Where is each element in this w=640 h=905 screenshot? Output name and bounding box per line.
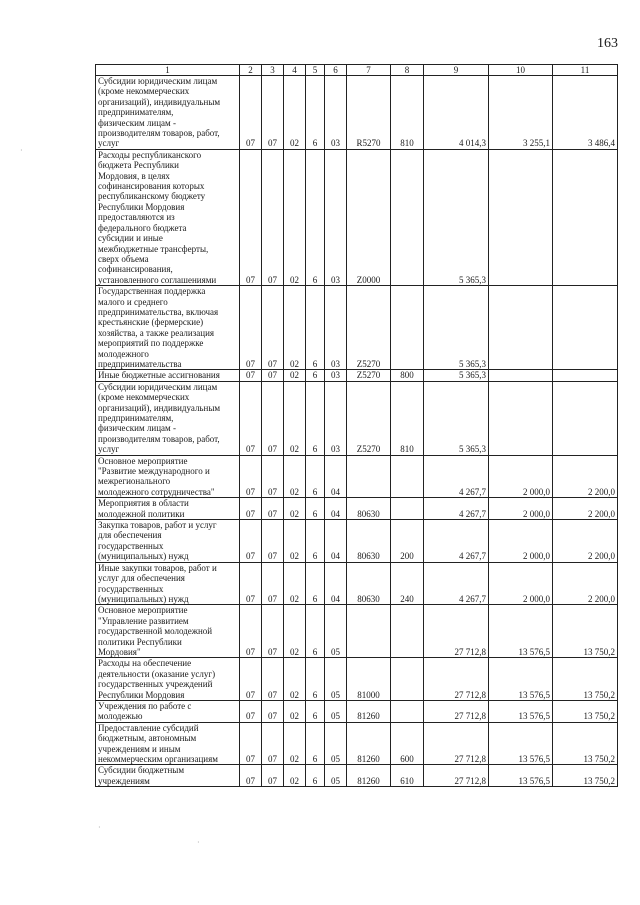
- amount-col-9: 27 712,8: [424, 722, 489, 765]
- section-code: 07: [240, 370, 262, 381]
- section-code: 07: [240, 722, 262, 765]
- subsection-code: 07: [262, 658, 284, 701]
- table-row: [96, 381, 618, 455]
- target-article-code: Z5270: [347, 381, 391, 455]
- amount-col-11: [553, 286, 618, 370]
- expense-type-code: [391, 700, 424, 722]
- row-name: Основное мероприятие "Управление развитием государственной молодежной политики Республики Мордовия": [96, 605, 240, 658]
- amount-col-11: [553, 381, 618, 455]
- subprogram-code: 6: [306, 498, 325, 520]
- amount-col-10: 2 000,0: [489, 455, 553, 498]
- program-code: 02: [284, 562, 306, 605]
- amount-col-11: 2 200,0: [553, 520, 618, 563]
- subsection-code: 07: [262, 455, 284, 498]
- amount-col-11: 2 200,0: [553, 498, 618, 520]
- section-code: 07: [240, 149, 262, 285]
- program-code: 02: [284, 381, 306, 455]
- program-code: 02: [284, 700, 306, 722]
- subsection-code: 07: [262, 149, 284, 285]
- event-code: 03: [325, 76, 347, 150]
- amount-col-11: 13 750,2: [553, 722, 618, 765]
- column-header: 8: [391, 65, 424, 76]
- section-code: 07: [240, 76, 262, 150]
- column-header: 9: [424, 65, 489, 76]
- amount-col-10: 2 000,0: [489, 562, 553, 605]
- table-row: [96, 722, 618, 765]
- expense-type-code: [391, 455, 424, 498]
- column-header: 7: [347, 65, 391, 76]
- column-header: 10: [489, 65, 553, 76]
- target-article-code: Z5270: [347, 286, 391, 370]
- table-row: [96, 658, 618, 701]
- program-code: 02: [284, 76, 306, 150]
- program-code: 02: [284, 370, 306, 381]
- subprogram-code: 6: [306, 765, 325, 787]
- section-code: 07: [240, 286, 262, 370]
- row-name: Иные закупки товаров, работ и услуг для обеспечения государственных (муниципальных) нужд: [96, 562, 240, 605]
- section-code: 07: [240, 658, 262, 701]
- subprogram-code: 6: [306, 286, 325, 370]
- section-code: 07: [240, 605, 262, 658]
- event-code: 05: [325, 700, 347, 722]
- section-code: 07: [240, 700, 262, 722]
- amount-col-10: [489, 149, 553, 285]
- subsection-code: 07: [262, 286, 284, 370]
- amount-col-10: 13 576,5: [489, 722, 553, 765]
- target-article-code: 80630: [347, 498, 391, 520]
- program-code: 02: [284, 498, 306, 520]
- scan-speck: ·: [20, 146, 23, 155]
- amount-col-11: 13 750,2: [553, 700, 618, 722]
- amount-col-9: 4 014,3: [424, 76, 489, 150]
- subprogram-code: 6: [306, 370, 325, 381]
- subprogram-code: 6: [306, 722, 325, 765]
- section-code: 07: [240, 520, 262, 563]
- amount-col-9: 5 365,3: [424, 370, 489, 381]
- row-name: Государственная поддержка малого и среднего предпринимательства, включая крестьянские (фермерские) хозяйства, а также реализация мероприятий по поддержке молодежного предпринимательства: [96, 286, 240, 370]
- subprogram-code: 6: [306, 658, 325, 701]
- event-code: 03: [325, 286, 347, 370]
- program-code: 02: [284, 722, 306, 765]
- target-article-code: 80630: [347, 562, 391, 605]
- subsection-code: 07: [262, 700, 284, 722]
- subprogram-code: 6: [306, 76, 325, 150]
- program-code: 02: [284, 658, 306, 701]
- expense-type-code: [391, 498, 424, 520]
- target-article-code: R5270: [347, 76, 391, 150]
- scan-speck: ·: [98, 823, 101, 832]
- program-code: 02: [284, 605, 306, 658]
- amount-col-9: 5 365,3: [424, 381, 489, 455]
- amount-col-9: 4 267,7: [424, 520, 489, 563]
- subsection-code: 07: [262, 370, 284, 381]
- amount-col-9: 27 712,8: [424, 700, 489, 722]
- target-article-code: 81000: [347, 658, 391, 701]
- amount-col-11: 13 750,2: [553, 658, 618, 701]
- target-article-code: [347, 455, 391, 498]
- table-row: [96, 370, 618, 381]
- amount-col-10: 2 000,0: [489, 520, 553, 563]
- amount-col-9: 27 712,8: [424, 658, 489, 701]
- row-name: Субсидии юридическим лицам (кроме некоммерческих организаций), индивидуальным предпринимателям, физическим лицам - производителям товаров, работ, услуг: [96, 381, 240, 455]
- target-article-code: 81260: [347, 722, 391, 765]
- amount-col-9: 4 267,7: [424, 455, 489, 498]
- table-row: [96, 76, 618, 150]
- row-name: Расходы республиканского бюджета Республики Мордовия, в целях софинансирования которых республиканскому бюджету Республики Мордовия предоставляются из федерального бюджета субсидии и иные межбюджетные трансферты, сверх объема софинансирования, установленного соглашениями: [96, 149, 240, 285]
- amount-col-11: 2 200,0: [553, 562, 618, 605]
- column-header: 3: [262, 65, 284, 76]
- subprogram-code: 6: [306, 381, 325, 455]
- event-code: 05: [325, 722, 347, 765]
- amount-col-10: 13 576,5: [489, 765, 553, 787]
- target-article-code: 80630: [347, 520, 391, 563]
- row-name: Расходы на обеспечение деятельности (оказание услуг) государственных учреждений Республики Мордовия: [96, 658, 240, 701]
- section-code: 07: [240, 455, 262, 498]
- section-code: 07: [240, 381, 262, 455]
- expense-type-code: [391, 658, 424, 701]
- program-code: 02: [284, 149, 306, 285]
- expense-type-code: [391, 605, 424, 658]
- table-row: [96, 455, 618, 498]
- section-code: 07: [240, 562, 262, 605]
- expense-type-code: 200: [391, 520, 424, 563]
- program-code: 02: [284, 765, 306, 787]
- column-header: 5: [306, 65, 325, 76]
- row-name: Предоставление субсидий бюджетным, автономным учреждениям и иным некоммерческим организациям: [96, 722, 240, 765]
- amount-col-9: 27 712,8: [424, 605, 489, 658]
- amount-col-10: 13 576,5: [489, 658, 553, 701]
- row-name: Субсидии бюджетным учреждениям: [96, 765, 240, 787]
- subprogram-code: 6: [306, 455, 325, 498]
- row-name: Закупка товаров, работ и услуг для обеспечения государственных (муниципальных) нужд: [96, 520, 240, 563]
- amount-col-11: 3 486,4: [553, 76, 618, 150]
- subsection-code: 07: [262, 722, 284, 765]
- amount-col-10: 2 000,0: [489, 498, 553, 520]
- amount-col-11: 2 200,0: [553, 455, 618, 498]
- budget-table: [95, 64, 618, 787]
- amount-col-10: 3 255,1: [489, 76, 553, 150]
- section-code: 07: [240, 498, 262, 520]
- subsection-code: 07: [262, 76, 284, 150]
- column-header: 4: [284, 65, 306, 76]
- amount-col-9: 4 267,7: [424, 498, 489, 520]
- program-code: 02: [284, 520, 306, 563]
- amount-col-10: 13 576,5: [489, 700, 553, 722]
- program-code: 02: [284, 286, 306, 370]
- row-name: Основное мероприятие "Развитие международного и межрегионального молодежного сотрудничества": [96, 455, 240, 498]
- target-article-code: Z5270: [347, 370, 391, 381]
- table-row: [96, 286, 618, 370]
- amount-col-10: [489, 286, 553, 370]
- table-row: [96, 520, 618, 563]
- event-code: 05: [325, 658, 347, 701]
- event-code: 05: [325, 765, 347, 787]
- subsection-code: 07: [262, 520, 284, 563]
- amount-col-9: 5 365,3: [424, 149, 489, 285]
- expense-type-code: 600: [391, 722, 424, 765]
- row-name: Учреждения по работе с молодежью: [96, 700, 240, 722]
- amount-col-10: [489, 370, 553, 381]
- amount-col-11: 13 750,2: [553, 765, 618, 787]
- event-code: 03: [325, 370, 347, 381]
- column-header: 1: [96, 65, 240, 76]
- amount-col-11: [553, 149, 618, 285]
- event-code: 03: [325, 149, 347, 285]
- expense-type-code: 810: [391, 76, 424, 150]
- subprogram-code: 6: [306, 520, 325, 563]
- program-code: 02: [284, 455, 306, 498]
- table-row: [96, 765, 618, 787]
- event-code: 03: [325, 381, 347, 455]
- row-name: Субсидии юридическим лицам (кроме некоммерческих организаций), индивидуальным предпринимателям, физическим лицам - производителям товаров, работ, услуг: [96, 76, 240, 150]
- event-code: 05: [325, 605, 347, 658]
- row-name: Иные бюджетные ассигнования: [96, 370, 240, 381]
- scan-speck: ·: [197, 838, 200, 847]
- subprogram-code: 6: [306, 605, 325, 658]
- table-header-row: [96, 65, 618, 76]
- subsection-code: 07: [262, 381, 284, 455]
- table-row: [96, 605, 618, 658]
- page-number: 163: [597, 36, 618, 51]
- expense-type-code: 810: [391, 381, 424, 455]
- event-code: 04: [325, 562, 347, 605]
- subsection-code: 07: [262, 765, 284, 787]
- subsection-code: 07: [262, 605, 284, 658]
- amount-col-11: 13 750,2: [553, 605, 618, 658]
- table-row: [96, 700, 618, 722]
- amount-col-9: 5 365,3: [424, 286, 489, 370]
- table-body: [96, 76, 618, 787]
- subprogram-code: 6: [306, 562, 325, 605]
- expense-type-code: 800: [391, 370, 424, 381]
- section-code: 07: [240, 765, 262, 787]
- event-code: 04: [325, 455, 347, 498]
- expense-type-code: [391, 149, 424, 285]
- amount-col-9: 27 712,8: [424, 765, 489, 787]
- table-row: [96, 149, 618, 285]
- column-header: 6: [325, 65, 347, 76]
- subsection-code: 07: [262, 562, 284, 605]
- subsection-code: 07: [262, 498, 284, 520]
- event-code: 04: [325, 520, 347, 563]
- amount-col-11: [553, 370, 618, 381]
- target-article-code: 81260: [347, 765, 391, 787]
- table-row: [96, 562, 618, 605]
- column-header: 2: [240, 65, 262, 76]
- expense-type-code: 610: [391, 765, 424, 787]
- amount-col-10: [489, 381, 553, 455]
- amount-col-10: 13 576,5: [489, 605, 553, 658]
- target-article-code: [347, 605, 391, 658]
- expense-type-code: [391, 286, 424, 370]
- table-row: [96, 498, 618, 520]
- target-article-code: Z0000: [347, 149, 391, 285]
- target-article-code: 81260: [347, 700, 391, 722]
- column-header: 11: [553, 65, 618, 76]
- amount-col-9: 4 267,7: [424, 562, 489, 605]
- row-name: Мероприятия в области молодежной политики: [96, 498, 240, 520]
- event-code: 04: [325, 498, 347, 520]
- subprogram-code: 6: [306, 149, 325, 285]
- subprogram-code: 6: [306, 700, 325, 722]
- expense-type-code: 240: [391, 562, 424, 605]
